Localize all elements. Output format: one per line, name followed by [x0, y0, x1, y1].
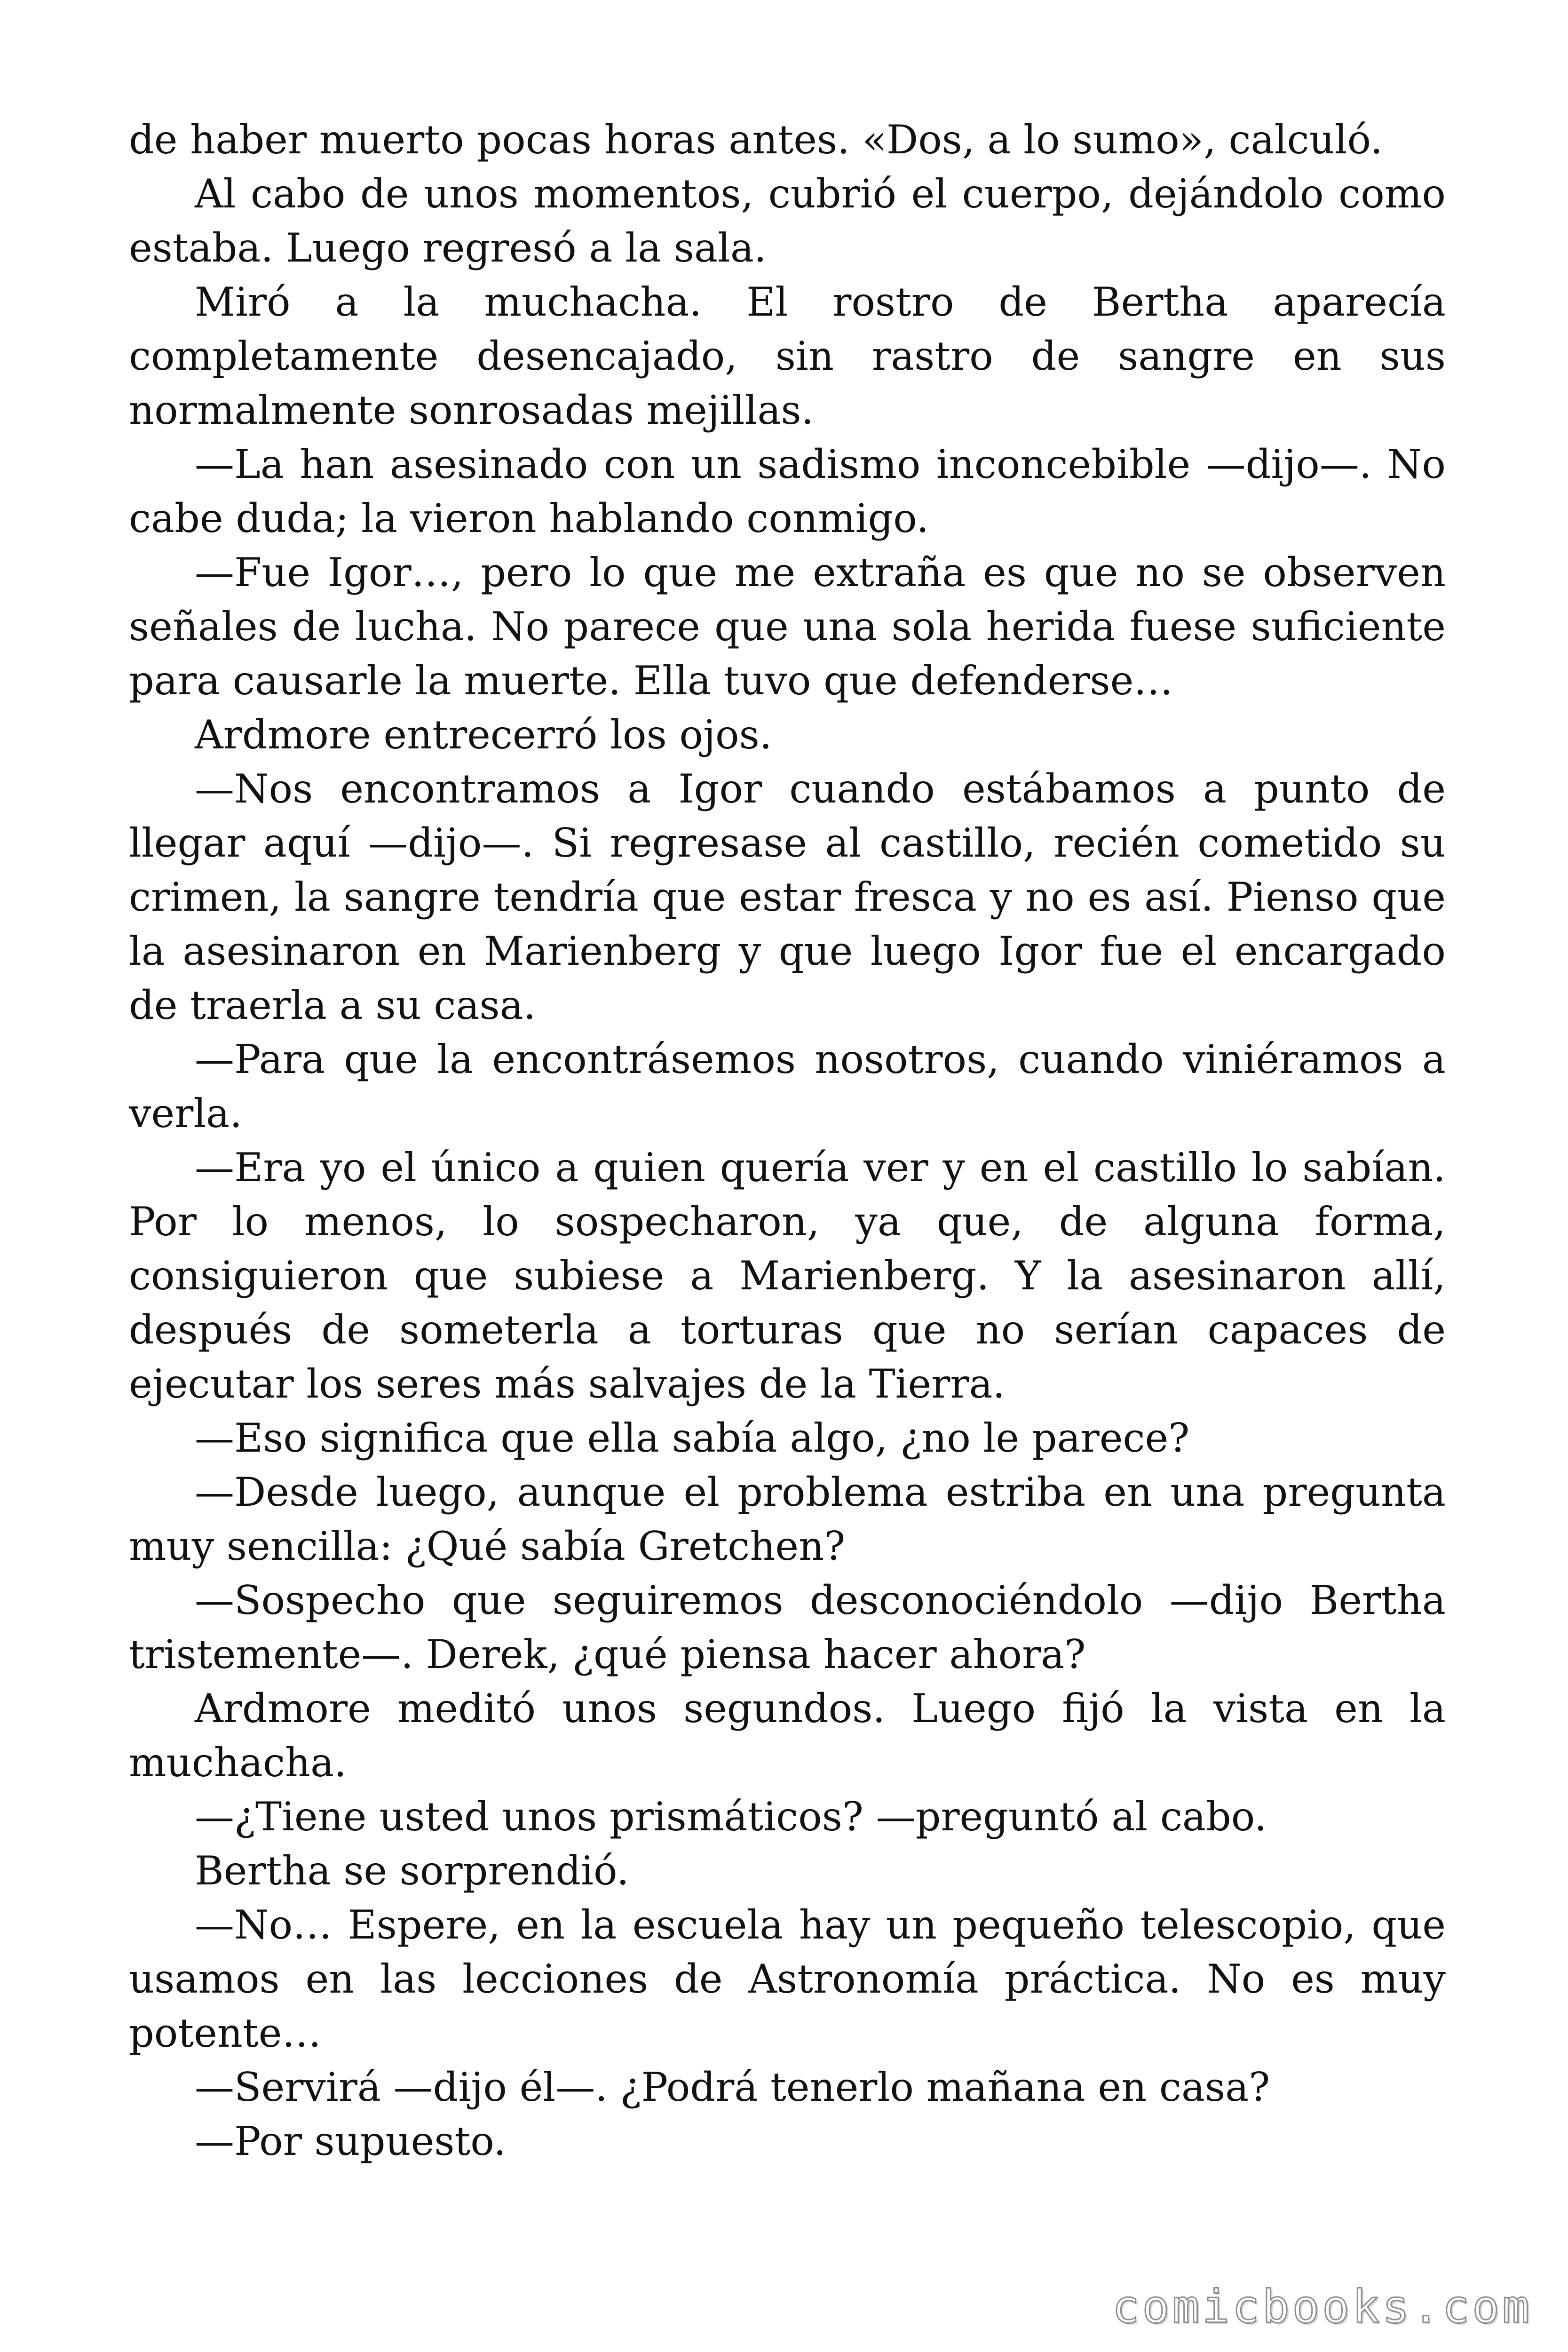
paragraph-8: —Para que la encontrásemos nosotros, cuando viniéramos a verla.: [129, 1036, 1446, 1136]
paragraph-2: Al cabo de unos momentos, cubrió el cuerpo, dejándolo como estaba. Luego regresó a la sala.: [129, 171, 1446, 271]
paragraph-11: —Desde luego, aunque el problema estriba en una pregunta muy sencilla: ¿Qué sabía Gretchen?: [129, 1469, 1446, 1569]
paragraph-17: —Servirá —dijo él—. ¿Podrá tenerlo mañana en casa?: [195, 2064, 1270, 2110]
paragraph-10: —Eso significa que ella sabía algo, ¿no le parece?: [195, 1415, 1190, 1461]
paragraph-15: Bertha se sorprendió.: [195, 1848, 629, 1894]
watermark: comicbooks.com: [1112, 2280, 1532, 2333]
paragraph-5: —Fue Igor…, pero lo que me extraña es que no se observen señales de lucha. No parece que una sola herida fuese suficiente para causarle la muerte. Ella tuvo que defenderse…: [129, 549, 1446, 704]
paragraph-12: —Sospecho que seguiremos desconociéndolo —dijo Bertha tristemente—. Derek, ¿qué piensa hacer ahora?: [129, 1577, 1446, 1677]
paragraph-4: —La han asesinado con un sadismo inconcebible —dijo—. No cabe duda; la vieron hablando conmigo.: [129, 441, 1446, 541]
paragraph-1: de haber muerto pocas horas antes. «Dos, a lo sumo», calculó.: [129, 117, 1383, 163]
paragraph-16: —No… Espere, en la escuela hay un pequeño telescopio, que usamos en las lecciones de Astronomía práctica. No es muy potente…: [129, 1902, 1446, 2056]
paragraph-13: Ardmore meditó unos segundos. Luego fijó la vista en la muchacha.: [129, 1685, 1446, 1786]
body-text: [129, 113, 1446, 2169]
paragraph-14: —¿Tiene usted unos prismáticos? —preguntó al cabo.: [195, 1794, 1267, 1840]
paragraph-18: —Por supuesto.: [195, 2118, 506, 2164]
paragraph-9: —Era yo el único a quien quería ver y en el castillo lo sabían. Por lo menos, lo sospecharon, ya que, de alguna forma, consiguieron que subiese a Marienberg. Y la asesinaron allí, después de someterla a torturas que no serían capaces de ejecutar los seres más salvajes de la Tierra.: [129, 1144, 1446, 1407]
paragraph-3: Miró a la muchacha. El rostro de Bertha aparecía completamente desencajado, sin rastro de sangre en sus normalmente sonrosadas mejillas.: [129, 279, 1446, 433]
paragraph-7: —Nos encontramos a Igor cuando estábamos a punto de llegar aquí —dijo—. Si regresase al castillo, recién cometido su crimen, la sangre tendría que estar fresca y no es así. Pienso que la asesinaron en Marienberg y que luego Igor fue el encargado de traerla a su casa.: [129, 766, 1446, 1028]
paragraph-6: Ardmore entrecerró los ojos.: [195, 712, 772, 758]
